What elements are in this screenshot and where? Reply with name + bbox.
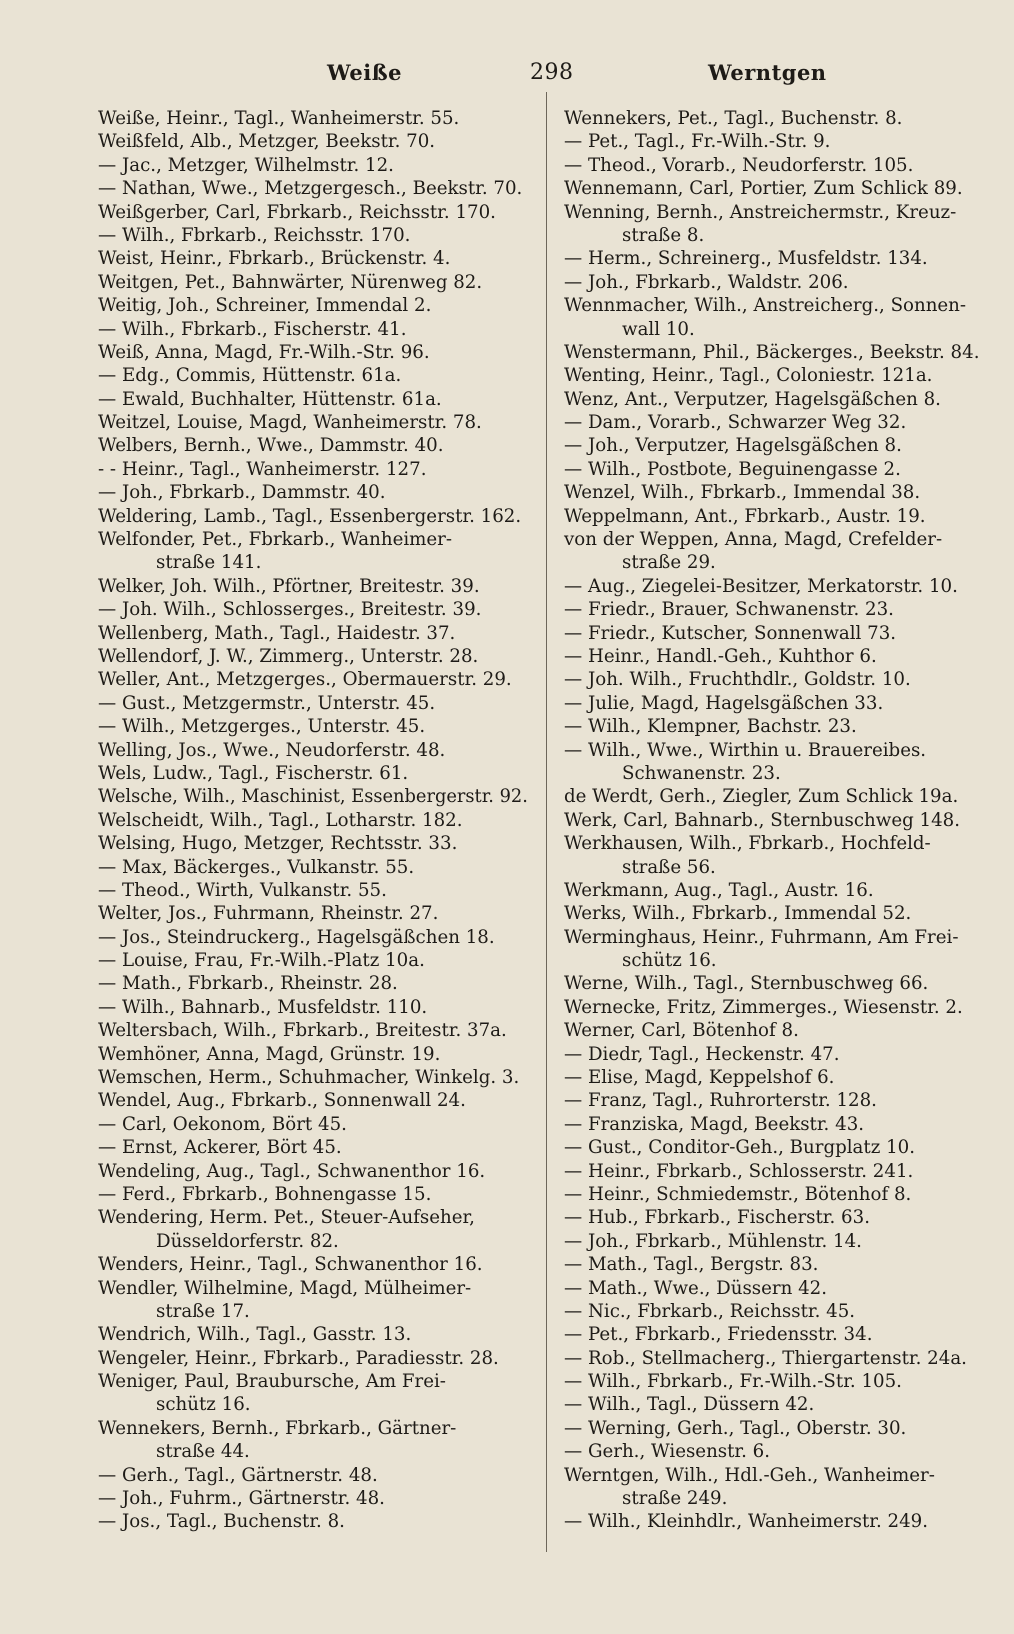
directory-entry-line: Werntgen, Wilh., Hdl.-Geh., Wanheimer- (564, 1464, 935, 1486)
directory-entry-line: Weist, Heinr., Fbrkarb., Brückenstr. 4. (98, 248, 451, 270)
directory-entry-line: Weniger, Paul, Braubursche, Am Frei- (98, 1371, 446, 1393)
directory-entry-line: Weitzel, Louise, Magd, Wanheimerstr. 78. (98, 412, 482, 434)
directory-entry-line: — Wilh., Fbrkarb., Reichsstr. 170. (98, 224, 411, 246)
directory-entry-line: Weißgerber, Carl, Fbrkarb., Reichsstr. 170. (98, 201, 496, 223)
directory-entry-line: - - Heinr., Tagl., Wanheimerstr. 127. (98, 458, 427, 480)
directory-entry-line: schütz 16. (156, 1394, 251, 1416)
directory-entry-line: — Max, Bäckerges., Vulkanstr. 55. (98, 856, 415, 878)
directory-entry-line: — Wilh., Metzgerges., Unterstr. 45. (98, 716, 426, 738)
directory-entry-line: Werner, Carl, Bötenhof 8. (564, 1020, 799, 1042)
directory-entry-line: — Joh., Fbrkarb., Dammstr. 40. (98, 482, 386, 504)
directory-entry-line: Wels, Ludw., Tagl., Fischerstr. 61. (98, 762, 409, 784)
directory-entry-line: — Wilh., Wwe., Wirthin u. Brauereibes. (564, 739, 927, 761)
directory-entry-line: — Math., Tagl., Bergstr. 83. (564, 1254, 819, 1276)
directory-entry-line: Wenstermann, Phil., Bäckerges., Beekstr. 84. (564, 341, 980, 363)
directory-entry-line: — Joh. Wilh., Schlosserges., Breitestr. 39. (98, 599, 482, 621)
directory-entry-line: — Hub., Fbrkarb., Fischerstr. 63. (564, 1207, 870, 1229)
right-column (564, 107, 996, 1534)
directory-entry-line: schütz 16. (622, 950, 717, 972)
directory-entry-line: Welfonder, Pet., Fbrkarb., Wanheimer- (98, 529, 452, 551)
directory-entry-line: Wenders, Heinr., Tagl., Schwanenthor 16. (98, 1254, 483, 1276)
directory-entry-line: — Nathan, Wwe., Metzgergesch., Beekstr. 70. (98, 178, 523, 200)
directory-entry-line: — Wilh., Tagl., Düssern 42. (564, 1394, 815, 1416)
directory-entry-line: — Joh., Fbrkarb., Waldstr. 206. (564, 271, 849, 293)
directory-entry-line: — Franz, Tagl., Ruhrorterstr. 128. (564, 1090, 877, 1112)
directory-entry-line: — Friedr., Kutscher, Sonnenwall 73. (564, 622, 897, 644)
directory-entry-line: Wenting, Heinr., Tagl., Coloniestr. 121a. (564, 365, 933, 387)
directory-entry-line: Wennekers, Pet., Tagl., Buchenstr. 8. (564, 108, 903, 129)
directory-entry-line: Wemhöner, Anna, Magd, Grünstr. 19. (98, 1043, 441, 1065)
directory-entry-line: Schwanenstr. 23. (622, 762, 781, 784)
directory-entry-line: — Diedr, Tagl., Heckenstr. 47. (564, 1043, 840, 1065)
directory-entry-line: — Aug., Ziegelei-Besitzer, Merkatorstr. 10. (564, 575, 958, 597)
running-head-right: Werntgen (708, 60, 827, 85)
directory-entry-line: Wendrich, Wilh., Tagl., Gasstr. 13. (98, 1324, 412, 1346)
running-head-left: Weiße (327, 60, 403, 85)
directory-entry-line: Welsing, Hugo, Metzger, Rechtsstr. 33. (98, 833, 458, 855)
directory-entry-line: — Ferd., Fbrkarb., Bohnengasse 15. (98, 1183, 432, 1205)
directory-entry-line: Welscheidt, Wilh., Tagl., Lotharstr. 182. (98, 809, 463, 831)
directory-entry-line: straße 29. (622, 552, 716, 574)
directory-entry-line: Weiß, Anna, Magd, Fr.-Wilh.-Str. 96. (98, 341, 430, 363)
directory-entry-line: — Math., Wwe., Düssern 42. (564, 1277, 828, 1299)
directory-entry-line: Wernecke, Fritz, Zimmerges., Wiesenstr. 2. (564, 996, 963, 1018)
directory-entry-line: — Werning, Gerh., Tagl., Oberstr. 30. (564, 1417, 907, 1439)
directory-entry-line: Wennekers, Bernh., Fbrkarb., Gärtner- (98, 1417, 457, 1439)
directory-entry-line: — Wilh., Fbrkarb., Fr.-Wilh.-Str. 105. (564, 1371, 902, 1393)
page-number: 298 (530, 60, 574, 85)
directory-entry-line: Weißfeld, Alb., Metzger, Beekstr. 70. (98, 131, 436, 153)
directory-entry-line: — Rob., Stellmacherg., Thiergartenstr. 24a. (564, 1347, 967, 1369)
directory-entry-line: — Carl, Oekonom, Bört 45. (98, 1113, 347, 1135)
directory-entry-line: — Wilh., Postbote, Beguinengasse 2. (564, 458, 901, 480)
directory-entry-line: — Theod., Wirth, Vulkanstr. 55. (98, 879, 387, 901)
directory-entry-line: straße 249. (622, 1488, 728, 1510)
directory-entry-line: Welker, Joh. Wilh., Pförtner, Breitestr. 39. (98, 575, 480, 597)
directory-entry-line: Welsche, Wilh., Maschinist, Essenbergerstr. 92. (98, 786, 528, 808)
directory-entry-line: straße 44. (156, 1441, 250, 1463)
directory-entry-line: — Ernst, Ackerer, Bört 45. (98, 1137, 342, 1159)
directory-entry-line: — Jos., Steindruckerg., Hagelsgäßchen 18. (98, 926, 495, 948)
directory-entry-line: — Wilh., Fbrkarb., Fischerstr. 41. (98, 318, 407, 340)
directory-entry-line: — Wilh., Klempner, Bachstr. 23. (564, 716, 857, 738)
directory-entry-line: — Gust., Conditor-Geh., Burgplatz 10. (564, 1137, 915, 1159)
directory-entry-line: straße 141. (156, 552, 262, 574)
directory-entry-line: Düsseldorferstr. 82. (156, 1230, 339, 1252)
directory-entry-line: Wendering, Herm. Pet., Steuer-Aufseher, (98, 1207, 475, 1229)
directory-entry-line: Weiße, Heinr., Tagl., Wanheimerstr. 55. (98, 108, 460, 129)
directory-entry-line: — Jac., Metzger, Wilhelmstr. 12. (98, 154, 394, 176)
directory-entry-line: Weppelmann, Ant., Fbrkarb., Austr. 19. (564, 505, 926, 527)
directory-entry-line: Weldering, Lamb., Tagl., Essenbergerstr. 162. (98, 505, 522, 527)
directory-entry-line: Werks, Wilh., Fbrkarb., Immendal 52. (564, 903, 912, 925)
directory-entry-line: — Ewald, Buchhalter, Hüttenstr. 61a. (98, 388, 442, 410)
directory-entry-line: — Franziska, Magd, Beekstr. 43. (564, 1113, 865, 1135)
directory-entry-line: — Julie, Magd, Hagelsgäßchen 33. (564, 692, 884, 714)
left-column (98, 107, 528, 1534)
directory-entry-line: Weltersbach, Wilh., Fbrkarb., Breitestr. 37a. (98, 1020, 507, 1042)
directory-entry-line: Wenning, Bernh., Anstreichermstr., Kreuz- (564, 201, 957, 223)
directory-entry-line: — Wilh., Bahnarb., Musfeldstr. 110. (98, 996, 428, 1018)
directory-entry-line: Welling, Jos., Wwe., Neudorferstr. 48. (98, 739, 446, 761)
directory-entry-line: Wenzel, Wilh., Fbrkarb., Immendal 38. (564, 482, 921, 504)
directory-entry-line: — Dam., Vorarb., Schwarzer Weg 32. (564, 412, 907, 434)
directory-entry-line: wall 10. (622, 318, 695, 340)
directory-entry-line: Wennemann, Carl, Portier, Zum Schlick 89. (564, 178, 963, 200)
directory-entry-line: — Pet., Fbrkarb., Friedensstr. 34. (564, 1324, 873, 1346)
directory-entry-line: straße 56. (622, 856, 716, 878)
directory-entry-line: Welbers, Bernh., Wwe., Dammstr. 40. (98, 435, 444, 457)
directory-entry-line: — Joh., Fbrkarb., Mühlenstr. 14. (564, 1230, 862, 1252)
directory-entry-line: Weitgen, Pet., Bahnwärter, Nürenweg 82. (98, 271, 483, 293)
directory-entry-line: Wenz, Ant., Verputzer, Hagelsgäßchen 8. (564, 388, 941, 410)
directory-entry-line: Wemschen, Herm., Schuhmacher, Winkelg. 3. (98, 1067, 520, 1089)
directory-entry-line: — Joh., Fuhrm., Gärtnerstr. 48. (98, 1488, 385, 1510)
directory-entry-line: straße 8. (622, 224, 705, 246)
column-divider (546, 92, 547, 1552)
directory-entry-line: straße 17. (156, 1300, 250, 1322)
directory-entry-line: Wendeling, Aug., Tagl., Schwanenthor 16. (98, 1160, 486, 1182)
directory-entry-line: Werkhausen, Wilh., Fbrkarb., Hochfeld- (564, 833, 931, 855)
directory-entry-line: — Friedr., Brauer, Schwanenstr. 23. (564, 599, 894, 621)
directory-entry-line: — Theod., Vorarb., Neudorferstr. 105. (564, 154, 914, 176)
directory-entry-line: — Wilh., Kleinhdlr., Wanheimerstr. 249. (564, 1511, 929, 1533)
directory-entry-line: — Jos., Tagl., Buchenstr. 8. (98, 1511, 345, 1533)
directory-entry-line: — Gerh., Wiesenstr. 6. (564, 1441, 771, 1463)
directory-entry-line: Werne, Wilh., Tagl., Sternbuschweg 66. (564, 973, 929, 995)
directory-entry-line: — Louise, Frau, Fr.-Wilh.-Platz 10a. (98, 950, 425, 972)
directory-entry-line: — Math., Fbrkarb., Rheinstr. 28. (98, 973, 398, 995)
directory-entry-line: — Gust., Metzgermstr., Unterstr. 45. (98, 692, 436, 714)
directory-entry-line: — Herm., Schreinerg., Musfeldstr. 134. (564, 248, 928, 270)
directory-entry-line: de Werdt, Gerh., Ziegler, Zum Schlick 19a. (564, 786, 959, 808)
directory-entry-line: Weitig, Joh., Schreiner, Immendal 2. (98, 295, 432, 317)
directory-entry-line: Wellendorf, J. W., Zimmerg., Unterstr. 28. (98, 645, 479, 667)
directory-entry-line: — Joh. Wilh., Fruchthdlr., Goldstr. 10. (564, 669, 911, 691)
directory-entry-line: — Pet., Tagl., Fr.-Wilh.-Str. 9. (564, 131, 831, 153)
directory-entry-line: Wennmacher, Wilh., Anstreicherg., Sonnen- (564, 295, 967, 317)
directory-entry-line: — Heinr., Schmiedemstr., Bötenhof 8. (564, 1183, 912, 1205)
directory-entry-line: Wendler, Wilhelmine, Magd, Mülheimer- (98, 1277, 472, 1299)
directory-entry-line: Weller, Ant., Metzgerges., Obermauerstr. 29. (98, 669, 512, 691)
directory-entry-line: von der Weppen, Anna, Magd, Crefelder- (564, 529, 943, 551)
directory-entry-line: — Joh., Verputzer, Hagelsgäßchen 8. (564, 435, 902, 457)
directory-entry-line: Werminghaus, Heinr., Fuhrmann, Am Frei- (564, 926, 959, 948)
directory-entry-line: Werk, Carl, Bahnarb., Sternbuschweg 148. (564, 809, 961, 831)
directory-entry-line: Wendel, Aug., Fbrkarb., Sonnenwall 24. (98, 1090, 466, 1112)
directory-entry-line: — Heinr., Handl.-Geh., Kuhthor 6. (564, 645, 877, 667)
directory-entry-line: — Edg., Commis, Hüttenstr. 61a. (98, 365, 402, 387)
directory-entry-line: — Gerh., Tagl., Gärtnerstr. 48. (98, 1464, 378, 1486)
directory-entry-line: Wellenberg, Math., Tagl., Haidestr. 37. (98, 622, 456, 644)
directory-entry-line: Werkmann, Aug., Tagl., Austr. 16. (564, 879, 874, 901)
directory-entry-line: Welter, Jos., Fuhrmann, Rheinstr. 27. (98, 903, 439, 925)
directory-entry-line: — Nic., Fbrkarb., Reichsstr. 45. (564, 1300, 856, 1322)
directory-entry-line: Wengeler, Heinr., Fbrkarb., Paradiesstr. 28. (98, 1347, 499, 1369)
directory-entry-line: — Elise, Magd, Keppelshof 6. (564, 1067, 835, 1089)
directory-entry-line: — Heinr., Fbrkarb., Schlosserstr. 241. (564, 1160, 914, 1182)
